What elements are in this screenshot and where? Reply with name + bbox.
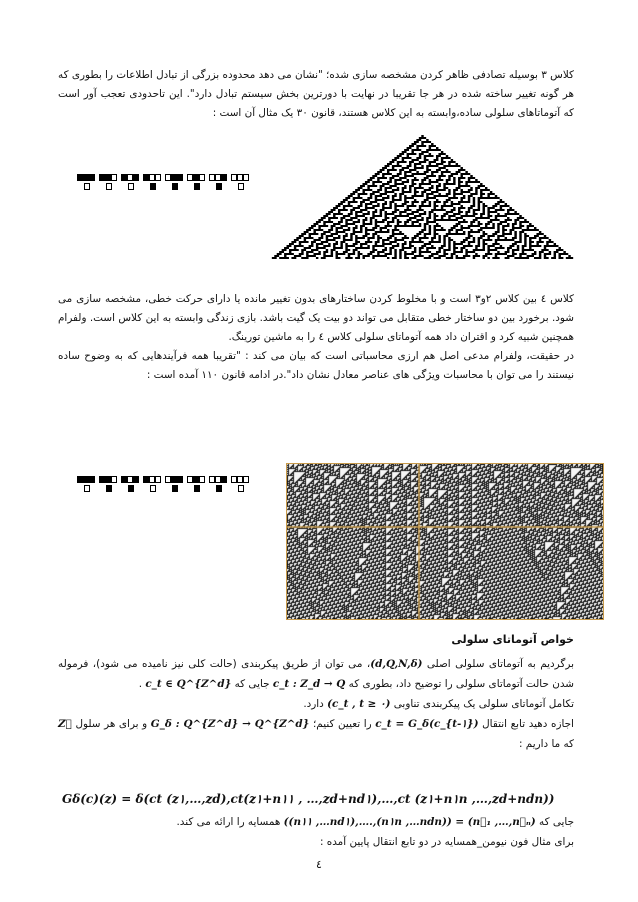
section-heading: خواص آتوماتای سلولی	[451, 633, 574, 646]
rule-pattern-cell	[121, 476, 141, 493]
von-neumann-line: برای مثال فون نیومن_همسایه در دو تابع انتقال پایین آمده :	[319, 836, 574, 848]
rule-pattern-cell	[231, 476, 251, 493]
rule-pattern-cell	[187, 174, 207, 191]
page-number: ٤	[316, 858, 322, 871]
rule-pattern-cell	[77, 476, 97, 493]
rule110-canvas	[287, 464, 603, 619]
rule-pattern-cell	[231, 174, 251, 191]
rule-pattern-cell	[187, 476, 207, 493]
rule-pattern-cell	[143, 476, 163, 493]
rule-pattern-cell	[209, 174, 229, 191]
rule-pattern-cell	[121, 174, 141, 191]
transition-formula: Gδ(c)(z) = δ(ct (z۱,…,zd),ct(z۱+n۱۱ , …,zd+nd۱),…,ct (z۱+n۱n ,…,zd+ndn))	[62, 792, 555, 806]
rule-pattern-cell	[165, 476, 185, 493]
rule-pattern-cell	[143, 174, 163, 191]
rule-pattern-cell	[77, 174, 97, 191]
paragraph-class4: کلاس ٤ بین کلاس ۲و۳ است و با مخلوط کردن ساختارهای بدون تغییر مانده یا دارای حرکت خطی، مشخصه سازی می شود. برخورد بین دو ساختار خطی متقابل می تواند دو بیت یک گیت باشد. بازی زندگی وابسته به این کلاس است. ولفرام همچنین شبیه کرد و اقتران داد همه آتوماتای سلولی کلاس ٤ را به ماشین تورینگ. در حقیقت، ولفرام مدعی اصل هم ارزی محاسباتی است که بیان می کند : "تقریبا همه فرآیندهایی که به وضوح ساده نیستند را می توان با محاسبات ویژگی های عناصر معادل نشان داد".در ادامه قانون ۱۱۰ آمده است :	[58, 293, 574, 381]
rule110-strip	[77, 476, 259, 493]
rule30-cells	[272, 135, 573, 259]
paragraph-properties	[58, 654, 574, 754]
properties-line-4: اجازه دهید تابع انتقال c_t = G_δ(c_{t-۱}) را تعیین کنیم؛ G_δ : Q^{Z^d} → Q^{Z^d} و برای هر سلول Z⃗ که ما داریم :	[58, 718, 574, 750]
rule30-triangle-figure	[270, 135, 575, 260]
rule110-evolution-figure	[286, 463, 604, 620]
paragraph-neighbors	[58, 812, 574, 852]
properties-line-3: تکامل آتوماتای سلولی یک پیکربندی تناوبی (c_t , t ≥ ۰) دارد.	[303, 698, 574, 710]
properties-line-1: برگردیم به آتوماتای سلولی اصلی (d,Q,N,δ)، می توان از طریق پیکربندی (حالت کلی نیز نامیده می شود)، فرموله شدن حالت آتوماتای سلولی را توضیح داد، بطوری که c_t : Z_d → Q جایی که c_t ∈ Q^{Z^d} .	[58, 658, 574, 690]
rule-pattern-cell	[165, 174, 185, 191]
neighbors-line: جایی که ((n۱۱ ,…nd۱),….,(n۱n ,…ndn)) = (n⃗₁ ,…,n⃗ₙ) همسایه را ارائه می کند.	[176, 816, 574, 828]
paragraph-class3: کلاس ۳ بوسیله تصادفی ظاهر کردن مشخصه سازی شده؛ "نشان می دهد محدوده بزرگی از تبادل اطلاعات را بطوری که هر گونه تغییر ساخته شده در هر جا تقریبا در نهایت با دورترین بخش سیستم تبادل دارد". این تاحدودی تعجب آور است که آتوماتاهای سلولی ساده،وابسته به این کلاس هستند، قانون ۳۰ یک مثال آن است :	[58, 69, 574, 119]
rule-pattern-cell	[99, 174, 119, 191]
rule-pattern-cell	[99, 476, 119, 493]
rule30-strip	[77, 174, 259, 191]
rule-pattern-cell	[209, 476, 229, 493]
